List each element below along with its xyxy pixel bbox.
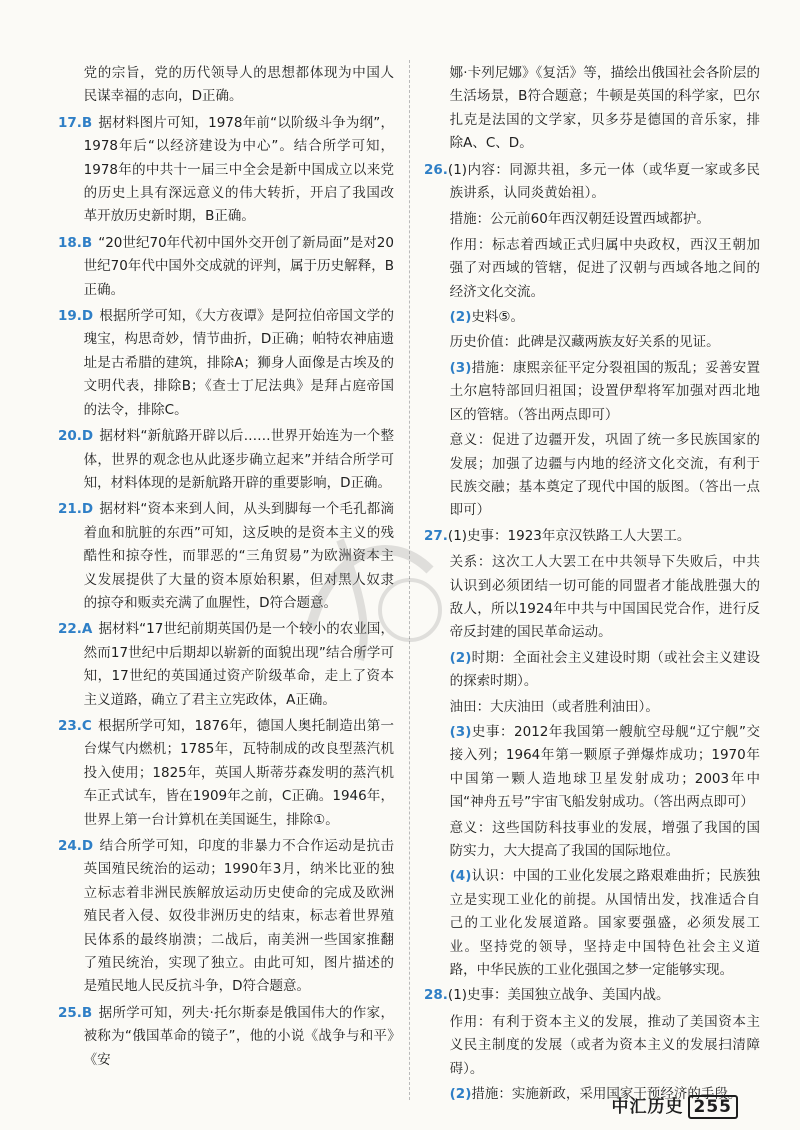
right-column xyxy=(424,62,760,1108)
answer-entry xyxy=(58,305,394,422)
answer-entry xyxy=(58,1002,394,1072)
sub-text: 史料⑤。 xyxy=(471,309,524,326)
question-number: 22. xyxy=(58,621,82,638)
answer-letter: D xyxy=(81,428,94,445)
sub-text: 历史价值：此碑是汉藏两族友好关系的见证。 xyxy=(449,334,720,351)
sub-text: 油田：大庆油田（或者胜利油田）。 xyxy=(449,698,659,715)
sub-text: 意义：这些国防科技事业的发展，增强了我国的国防实力，大大提高了我国的国际地位。 xyxy=(449,819,760,859)
question-number: 27. xyxy=(424,527,448,544)
sub-text: 作用：有利于资本主义的发展，推动了美国资本主义民主制度的发展（或者为资本主义的发展扫清障碍）。 xyxy=(449,1013,760,1077)
answer-text: 据材料图片可知，1978年前“以阶级斗争为纲”，1978年后“以经济建设为中心”。结合所学可知，1978年的中共十一届三中全会是新中国成立以来党的历史上具有深远意义的伟大转折，开启了我国改革开放历史新时期，B正确。 xyxy=(83,114,394,225)
answer-text: (1)史事：美国独立战争、美国内战。 xyxy=(447,987,670,1004)
answer-text: 据材料“17世纪前期英国仍是一个较小的农业国，然而17世纪中后期却以崭新的面貌出现”结合所学可知，17世纪的英国通过资产阶级革命，走上了资本主义道路，确立了君主立宪政体，A正确。 xyxy=(83,621,394,708)
question-number: 17. xyxy=(58,114,82,131)
answer-letter: B xyxy=(81,234,93,251)
sub-text: 措施：实施新政，采用国家干预经济的手段。 xyxy=(471,1086,742,1103)
sub-answer xyxy=(424,306,760,329)
answer-text: 据所学可知，列夫·托尔斯泰是俄国伟大的作家，被称为“俄国革命的镜子”，他的小说《战争与和平》《安 xyxy=(83,1004,394,1068)
sub-text: 措施：公元前60年西汉朝廷设置西域都护。 xyxy=(449,211,710,228)
sub-label: (2) xyxy=(449,1086,472,1103)
sub-text: 措施：康熙亲征平定分裂祖国的叛乱；妥善安置土尔扈特部回归祖国；设置伊犁将军加强对西北地区的管辖。（答出两点即可） xyxy=(449,359,760,423)
answer-text: 根据所学可知，1876年，德国人奥托制造出第一台煤气内燃机；1785年，瓦特制成的改良型蒸汽机投入使用；1825年，英国人斯蒂芬森发明的蒸汽机车正式试车，皆在1909年之前，C正确。1946年，世界上第一台计算机在美国诞生，排除①。 xyxy=(83,717,394,828)
answer-letter: D xyxy=(81,501,94,518)
sub-label: (4) xyxy=(449,868,472,885)
footer-brand: 中汇历史 xyxy=(611,1097,684,1117)
sub-answer xyxy=(424,331,760,354)
page-footer xyxy=(612,1092,739,1119)
sub-answer xyxy=(424,647,760,694)
sub-answer xyxy=(424,696,760,719)
answer-text: 根据所学可知，《大方夜谭》是阿拉伯帝国文学的瑰宝，构思奇妙，情节曲折，D正确；帕特农神庙遗址是古希腊的建筑，排除A；狮身人面像是古埃及的文明代表，排除B；《查士丁尼法典》是拜占庭帝国的法令，排除C。 xyxy=(83,308,394,418)
question-number: 26. xyxy=(424,161,448,178)
question-number: 23. xyxy=(58,717,82,734)
answer-entry xyxy=(58,618,394,712)
continued-text: 党的宗旨，党的历代领导人的思想都体现为中国人民谋幸福的志向，D正确。 xyxy=(83,65,394,105)
answer-entry xyxy=(58,232,394,302)
answer-text: 结合所学可知，印度的非暴力不合作运动是抗击英国殖民统治的运动；1990年3月，纳米比亚的独立标志着非洲民族解放运动历史使命的完成及欧洲殖民者入侵、奴役非洲历史的结束，标志着世界殖民体系的最终崩溃；二战后，南美洲一些国家推翻了殖民统治，实现了独立。由此可知，图片描述的是殖民地人民反抗斗争，D符合题意。 xyxy=(83,838,394,995)
answer-text: (1)内容：同源共祖，多元一体（或华夏一家或多民族讲系，认同炎黄始祖）。 xyxy=(447,161,760,202)
continued-text: 娜·卡列尼娜》《复活》等，描绘出俄国社会各阶层的生活场景，B符合题意；牛顿是英国的科学家，巴尔扎克是法国的文学家，贝多芬是德国的音乐家，排除A、C、D。 xyxy=(449,65,760,152)
sub-text: 史事：2012年我国第一艘航空母舰“辽宁舰”交接入列；1964年第一颗原子弹爆炸成功；1970年中国第一颗人造地球卫星发射成功；2003年中国“神舟五号”宇宙飞船发射成功。（答出两点即可） xyxy=(449,723,760,811)
answer-entry xyxy=(424,984,760,1007)
sub-text: 关系：这次工人大罢工在中共领导下失败后，中共认识到必须团结一切可能的同盟者才能战胜强大的敌人，所以1924年中共与中国国民党合作，进行反帝反封建的国民革命运动。 xyxy=(449,554,760,641)
answer-letter: A xyxy=(81,621,93,638)
answer-letter: D xyxy=(81,838,94,854)
answer-entry xyxy=(424,525,760,548)
sub-label: (2) xyxy=(449,649,472,666)
sub-answer xyxy=(424,208,760,231)
answer-letter: B xyxy=(81,1004,93,1021)
sub-text: 意义：促进了边疆开发，巩固了统一多民族国家的发展；加强了边疆与内地的经济文化交流，有利于民族交融；基本奠定了现代中国的版图。（答出一点即可） xyxy=(449,432,760,519)
answer-text: “20世纪70年代初中国外交开创了新局面”是对20世纪70年代中国外交成就的评判，属于历史解释，B正确。 xyxy=(83,234,394,298)
answer-text: 据材料“新航路开辟以后……世界开始连为一个整体，世界的观念也从此逐步确立起来”并结合所学可知，材料体现的是新航路开辟的重要影响，D正确。 xyxy=(83,428,394,491)
sub-answer xyxy=(424,551,760,645)
answer-letter: D xyxy=(81,308,94,325)
sub-answer xyxy=(424,357,760,427)
answer-text: (1)史事：1923年京汉铁路工人大罢工。 xyxy=(447,527,691,544)
answer-entry xyxy=(58,112,394,229)
answer-entry xyxy=(58,425,394,495)
answer-entry xyxy=(58,715,394,832)
question-number: 24. xyxy=(58,838,82,854)
page-number: 255 xyxy=(688,1095,739,1119)
sub-label: (3) xyxy=(449,723,472,740)
answer-letter: C xyxy=(81,717,92,734)
answer-letter: B xyxy=(81,114,93,131)
answer-entry xyxy=(424,159,760,206)
sub-text: 认识：中国的工业化发展之路艰难曲折；民族独立是实现工业化的前提。从国情出发，找准适合自己的工业化发展道路。国家要强盛，必须发展工业。坚持党的领导，坚持走中国特色社会主义道路，中华民族的工业化强国之梦一定能够实现。 xyxy=(449,868,760,979)
sub-answer xyxy=(424,429,760,523)
answer-entry xyxy=(58,498,394,615)
sub-answer xyxy=(424,1011,760,1081)
question-number: 21. xyxy=(58,501,82,518)
sub-label: (3) xyxy=(449,359,472,376)
sub-answer xyxy=(424,234,760,304)
sub-answer xyxy=(424,817,760,864)
question-number: 28. xyxy=(424,987,448,1004)
column-divider xyxy=(409,60,410,1100)
question-number: 20. xyxy=(58,428,82,445)
sub-label: (2) xyxy=(449,309,472,326)
question-number: 18. xyxy=(58,234,82,251)
sub-text: 作用：标志着西域正式归属中央政权，西汉王朝加强了对西域的管辖，促进了汉朝与西域各地之间的经济文化交流。 xyxy=(449,236,760,300)
sub-answer xyxy=(424,865,760,982)
sub-text: 时期：全面社会主义建设时期（或社会主义建设的探索时期）。 xyxy=(449,649,760,690)
left-column xyxy=(58,62,394,1075)
answer-entry xyxy=(58,835,394,999)
question-number: 25. xyxy=(58,1004,82,1021)
answer-text: 据材料“资本来到人间，从头到脚每一个毛孔都滴着血和肮脏的东西”可知，这反映的是资本主义的残酷性和掠夺性，而罪恶的“三角贸易”为欧洲资本主义发展提供了大量的资本原始积累，但对黑人奴隶的掠夺和贩卖充满了血腥性，D符合题意。 xyxy=(83,501,394,611)
question-number: 19. xyxy=(58,308,82,325)
sub-answer xyxy=(424,721,760,815)
